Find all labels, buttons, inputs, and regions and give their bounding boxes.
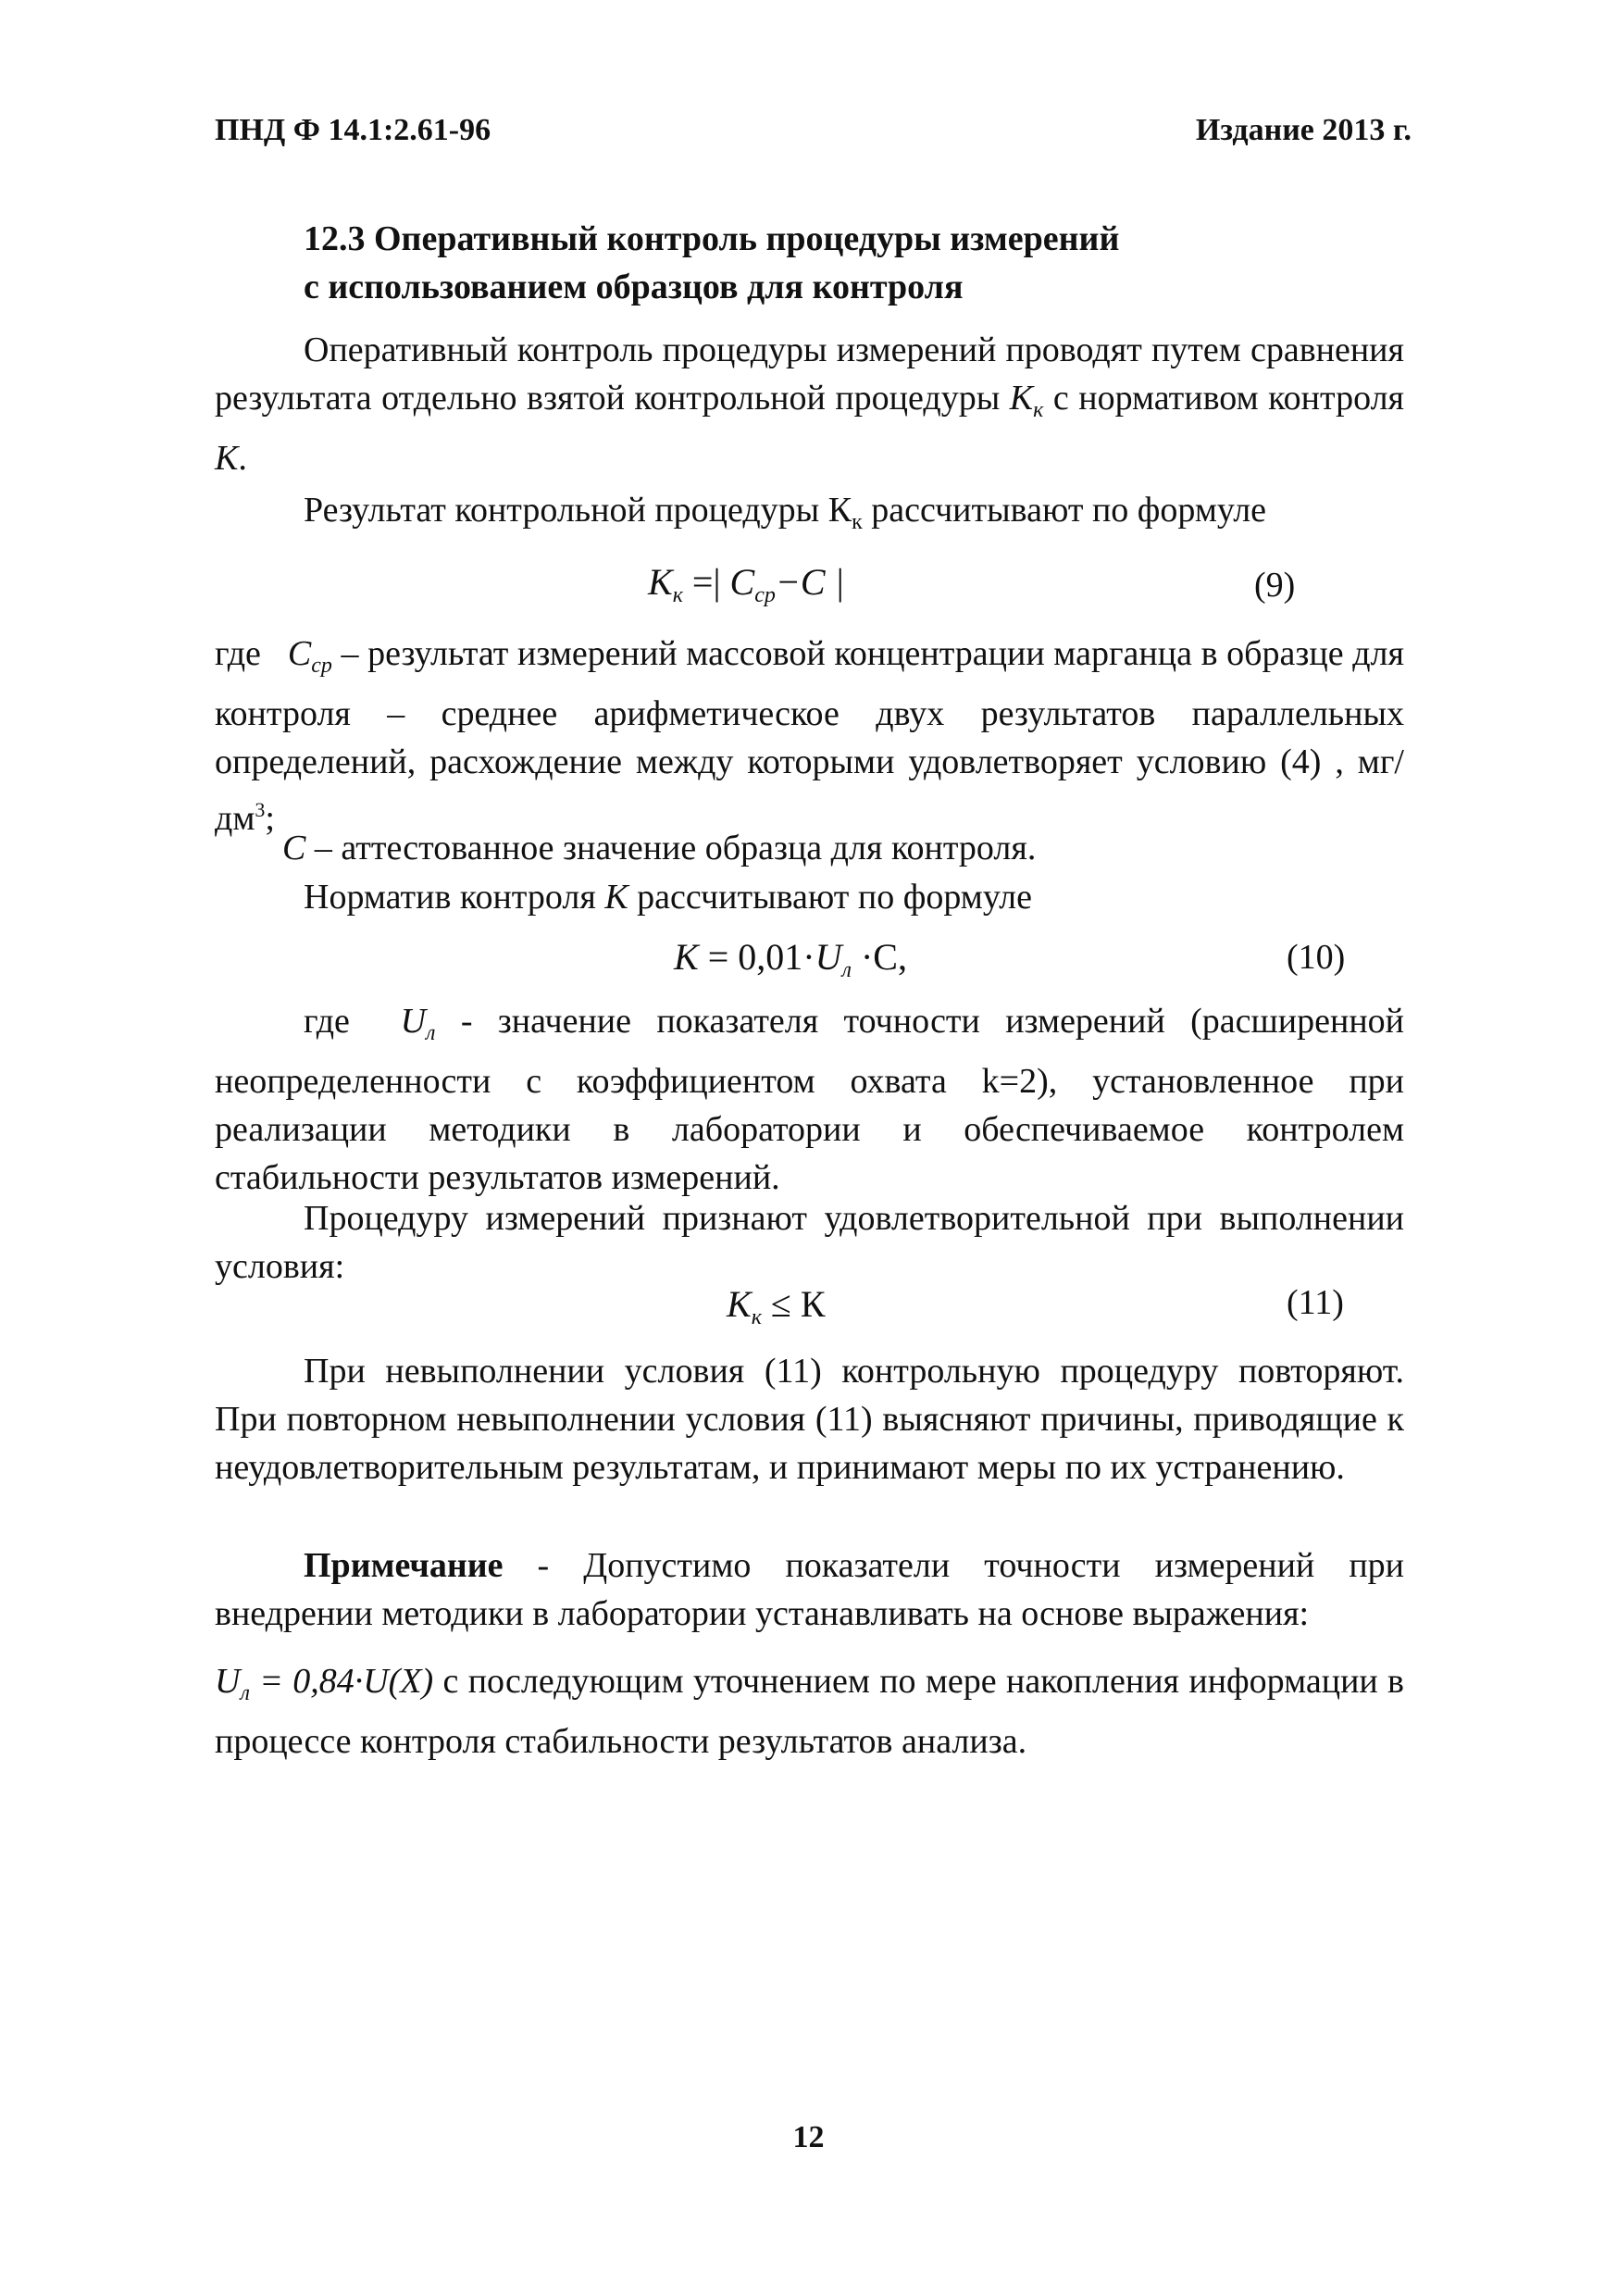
paragraph-repeat-procedure: При невыполнении условия (11) контрольную процедуру повторяют. При повторном невыполнении условия (11) выясняют причины, приводящие к неудовлетворительным результатам, и принимают меры по их устранению. <box>215 1352 1404 1487</box>
formula-9: $K_к$ =| $C_{ср}-C$ | <box>648 561 845 607</box>
equation-number-11: (11) <box>1287 1283 1344 1322</box>
section-title-line-2: с использованием образцов для контроля <box>304 268 964 306</box>
paragraph-where-c: C – аттестованное значение образца для контроля. <box>282 829 1037 867</box>
paragraph-result-formula: Результат контрольной процедуры $К_к$ рассчитывают по формуле <box>304 491 1267 534</box>
paragraph-where-csr: где $C_{ср}$ – результат измерений массовой концентрации марганца в образце для контроля – среднее арифметическое двух результатов параллельных определений, расхождение между которыми удовлетворяет условию (4) , $мг/дм^3$; <box>215 634 1405 838</box>
expression-ul: $U_л = 0,84\cdot U(X)$ <box>215 1662 434 1705</box>
note-label: Примечание <box>304 1546 504 1585</box>
document-code: ПНД Ф 14.1:2.61-96 <box>215 113 491 147</box>
symbol-ul: $U_л$ <box>400 1002 436 1045</box>
section-title <box>304 215 1229 311</box>
symbol-k: K <box>215 439 239 478</box>
formula-10: $K = 0,01\cdot U_л \cdot С$, <box>674 936 907 982</box>
paragraph-operational-control: Оперативный контроль процедуры измерений проводят путем сравнения результата отдельно взятой контрольной процедуры $K_к$ с нормативом контроля K. <box>215 331 1405 478</box>
paragraph-where-u: где $U_л$ - значение показателя точности измерений (расширенной неопределенности с коэффициентом охвата k=2), установленное при реализации методики в лаборатории и обеспечиваемое контролем стабильности результатов измерений. <box>215 1002 1404 1197</box>
page-number: 12 <box>792 2120 825 2154</box>
symbol-csr: $C_{ср}$ <box>287 634 332 678</box>
section-title-line-1: 12.3 Оперативный контроль процедуры измерений <box>304 219 1120 258</box>
equation-number-9: (9) <box>1254 566 1296 605</box>
formula-11: $K_к \le К$ <box>727 1283 826 1329</box>
symbol-kk: $K_к$ <box>1009 379 1044 422</box>
paragraph-normative: Норматив контроля K рассчитывают по формуле <box>304 878 1032 917</box>
equation-number-10: (10) <box>1287 938 1346 977</box>
paragraph-procedure-condition: Процедуру измерений признают удовлетворительной при выполнении условия: <box>215 1199 1404 1286</box>
paragraph-note: Примечание - Допустимо показатели точности измерений при внедрении методики в лаборатории устанавливать на основе выражения: <box>215 1546 1404 1633</box>
edition-label: Издание 2013 г. <box>1195 113 1412 147</box>
paragraph-note-expression: $U_л = 0,84\cdot U(X)$ с последующим уточнением по мере накопления информации в процессе контроля стабильности результатов анализа. <box>215 1662 1405 1761</box>
